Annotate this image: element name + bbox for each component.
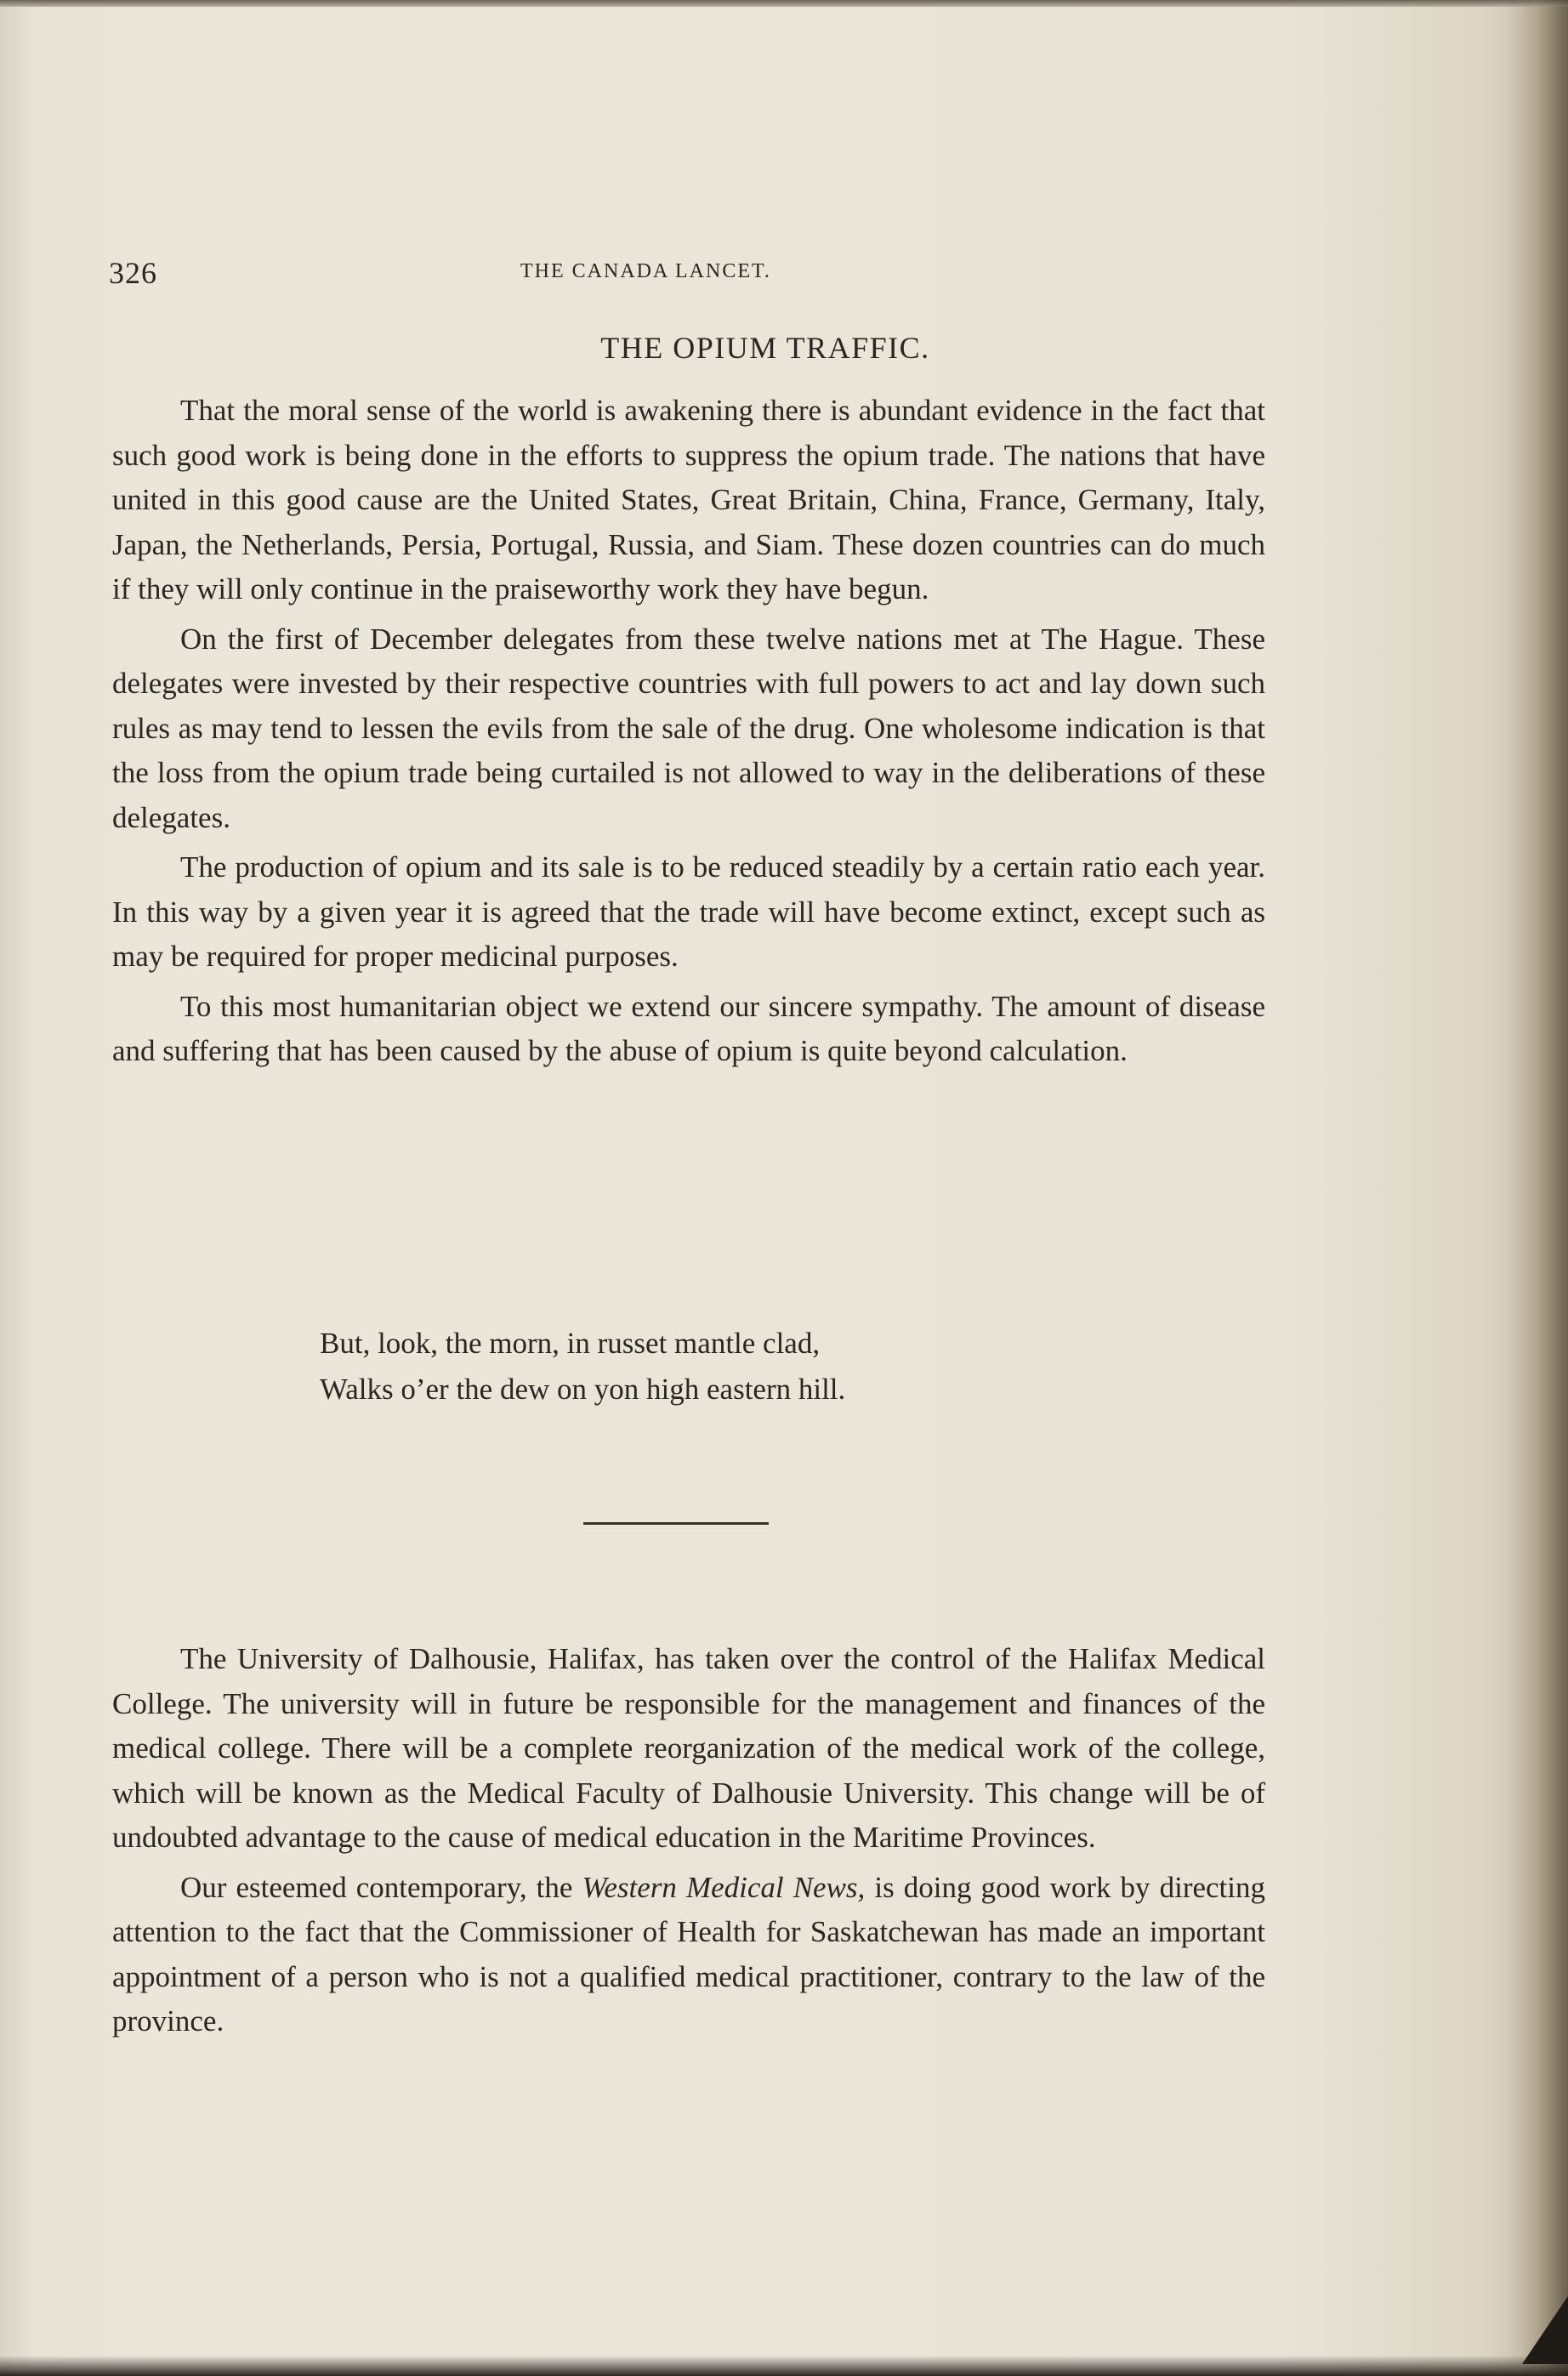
paragraph-dalhousie: The University of Dalhousie, Halifax, has taken over the control of the Halifax Medical College. The university will in future be responsible for the management and finances of the medical college. There will be a complete reorganization of the medical work of the college, which will be known as the Medical Faculty of Dalhousie University. This change will be of undoubted advantage to the cause of medical education in the Maritime Provinces. xyxy=(112,1642,1265,1854)
section-divider xyxy=(583,1522,769,1525)
paragraph: To this most humanitarian object we extend our sincere sympathy. The amount of disease and suffering that has been caused by the abuse of opium is quite beyond calculation. xyxy=(112,989,1265,1067)
paragraph-western-medical-news xyxy=(112,1866,1265,2044)
verse-line: Walks o’er the dew on yon high eastern hill. xyxy=(320,1373,846,1406)
article-body xyxy=(112,389,1265,1079)
journal-title: THE CANADA LANCET. xyxy=(520,260,771,282)
western-news-body: is doing good work by directing attention to the fact that the Commissioner of Health for Saskatchewan has made an important appointment of a person who is not a qualified medical practitioner, contrary to the law of the province. xyxy=(112,1870,1266,2038)
publication-title: Western Medical News, xyxy=(582,1870,866,1904)
page-number: 326 xyxy=(109,256,157,290)
page-corner xyxy=(1522,2296,1568,2364)
verse-line: But, look, the morn, in russet mantle clad, xyxy=(320,1327,821,1360)
paragraph: The production of opium and its sale is to be reduced steadily by a certain ratio each year. In this way by a given year it is agreed that the trade will have become extinct, except such as may be required for proper medicinal purposes. xyxy=(112,850,1265,973)
binding-shadow xyxy=(1505,0,1568,2376)
news-notes xyxy=(112,1637,1265,2049)
running-head xyxy=(0,255,1568,289)
paragraph: On the first of December delegates from these twelve nations met at The Hague. These delegates were invested by their respective countries with full powers to act and lay down such rules as may tend to lessen the evils from the sale of the drug. One wholesome indication is that the loss from the opium trade being curtailed is not allowed to way in the deliberations of these delegates. xyxy=(112,622,1265,834)
page-top-edge xyxy=(0,0,1568,7)
page-bottom-edge xyxy=(0,2356,1568,2376)
verse-quotation xyxy=(320,1321,845,1413)
paragraph: That the moral sense of the world is awakening there is abundant evidence in the fact that such good work is being done in the efforts to suppress the opium trade. The nations that have united in this good cause are the United States, Great Britain, China, France, Germany, Italy, Japan, the Netherlands, Persia, Portugal, Russia, and Siam. These dozen countries can do much if they will only continue in the praiseworthy work they have begun. xyxy=(112,394,1265,605)
article-title-row xyxy=(0,330,1378,366)
western-news-intro: Our esteemed contemporary, the xyxy=(180,1870,573,1904)
article-title: THE OPIUM TRAFFIC. xyxy=(600,331,930,365)
